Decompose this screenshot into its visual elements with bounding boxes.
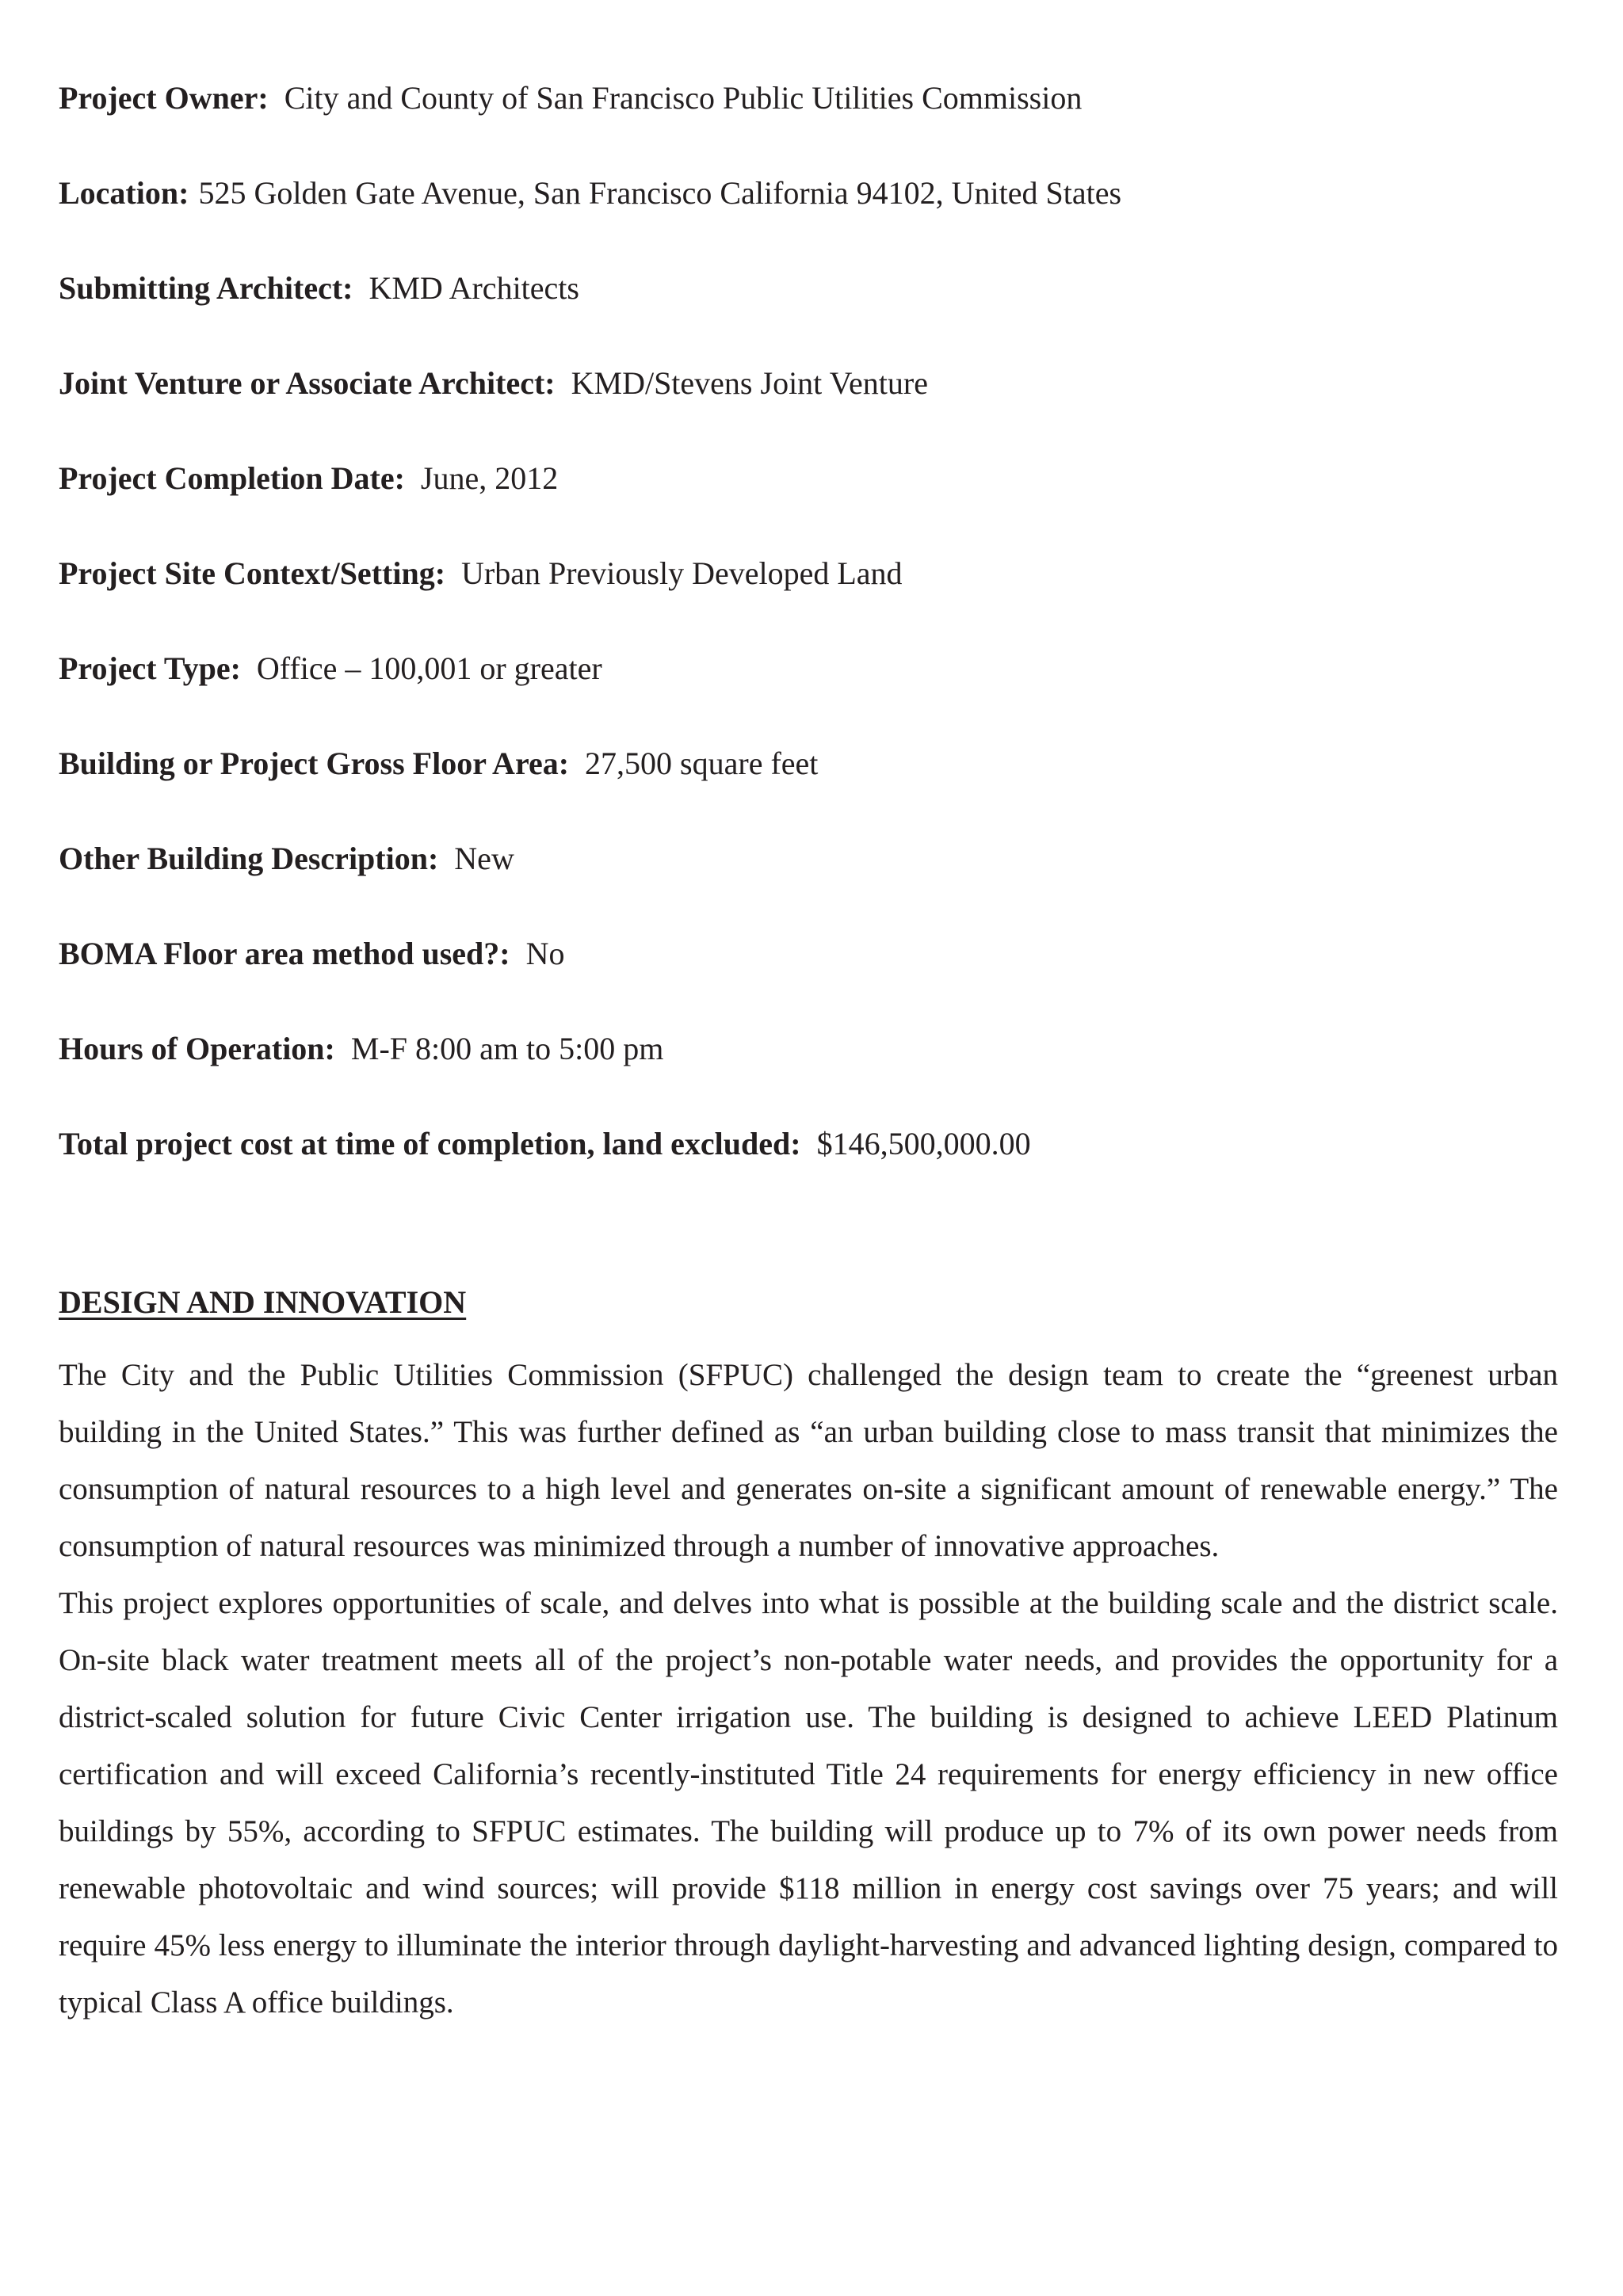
- field-value: $146,500,000.00: [816, 1126, 1031, 1161]
- field-value: KMD Architects: [369, 270, 579, 306]
- paragraph: This project explores opportunities of scale, and delves into what is possible at the building scale and the district scale. On-site black water treatment meets all of the project’s non-potable water needs, and provides the opportunity for a district-scaled solution for future Civic Center irrigation use. The building is designed to achieve LEED Platinum certification and will exceed California’s recently-instituted Title 24 requirements for energy efficiency in new office buildings by 55%, according to SFPUC estimates. The building will produce up to 7% of its own power needs from renewable photovoltaic and wind sources; will provide $118 million in energy cost savings over 75 years; and will require 45% less energy to illuminate the interior through daylight-harvesting and advanced lighting design, compared to typical Class A office buildings.: [59, 1586, 1558, 2019]
- field-value: Office – 100,001 or greater: [256, 650, 602, 686]
- field-location: [59, 168, 1558, 263]
- field-submitting-architect: [59, 263, 1558, 358]
- project-info-list: [59, 73, 1558, 1214]
- field-value: M-F 8:00 am to 5:00 pm: [350, 1031, 664, 1066]
- paragraph: The City and the Public Utilities Commission (SFPUC) challenged the design team to create the “greenest urban building in the United States.” This was further defined as “an urban building close to mass transit that minimizes the consumption of natural resources to a high level and generates on-site a significant amount of renewable energy.” The consumption of natural resources was minimized through a number of innovative approaches.: [59, 1358, 1558, 1563]
- field-label: Total project cost at time of completion, land excluded:: [59, 1126, 801, 1161]
- field-joint-venture-architect: [59, 358, 1558, 453]
- field-label: Submitting Architect:: [59, 270, 353, 306]
- field-label: Hours of Operation:: [59, 1031, 335, 1066]
- field-value: City and County of San Francisco Public Utilities Commission: [284, 80, 1083, 116]
- field-label: Other Building Description:: [59, 841, 439, 876]
- field-label: Location:: [59, 175, 189, 211]
- section-heading: DESIGN AND INNOVATION: [59, 1284, 467, 1320]
- field-label: BOMA Floor area method used?:: [59, 936, 510, 971]
- field-value: New: [454, 841, 514, 876]
- field-label: Project Type:: [59, 650, 241, 686]
- field-total-project-cost: [59, 1119, 1558, 1214]
- field-label: Project Site Context/Setting:: [59, 555, 446, 591]
- field-project-owner: [59, 73, 1558, 168]
- field-gross-floor-area: [59, 738, 1558, 833]
- field-boma-method: [59, 929, 1558, 1024]
- field-completion-date: [59, 453, 1558, 548]
- field-label: Project Owner:: [59, 80, 269, 116]
- field-value: No: [525, 936, 565, 971]
- field-project-type: [59, 643, 1558, 738]
- field-hours-of-operation: [59, 1024, 1558, 1119]
- field-value: Urban Previously Developed Land: [461, 555, 903, 591]
- field-value: KMD/Stevens Joint Venture: [571, 365, 928, 401]
- field-value: June, 2012: [420, 460, 559, 496]
- field-value: 525 Golden Gate Avenue, San Francisco California 94102, United States: [198, 175, 1122, 211]
- field-site-context: [59, 548, 1558, 643]
- field-label: Project Completion Date:: [59, 460, 405, 496]
- field-value: 27,500 square feet: [585, 746, 819, 781]
- section-body: [59, 1347, 1558, 2031]
- field-building-description: [59, 833, 1558, 929]
- field-label: Joint Venture or Associate Architect:: [59, 365, 556, 401]
- field-label: Building or Project Gross Floor Area:: [59, 746, 570, 781]
